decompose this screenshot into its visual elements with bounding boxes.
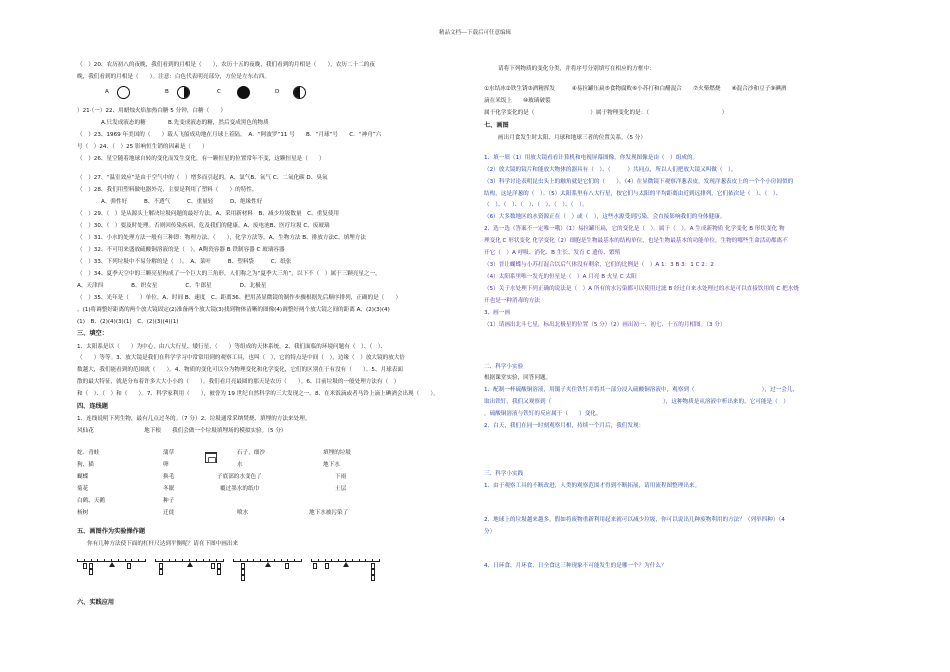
- classify-instructions: 请将下列物质的变化分类，并将序号分别填写在相应的方框中：: [498, 66, 655, 72]
- fulcrum-icon: [343, 562, 349, 567]
- drawing-subtitle: 3、画一画: [484, 309, 510, 316]
- choice-question-4: （4）太阳系里唯一发光的恒星是（ ）A 月亮 B 火星 C 太阳: [484, 273, 637, 280]
- moon-c-icon: [237, 86, 250, 99]
- matching-cell: 换毛: [163, 474, 175, 481]
- hook-weight-icon: [325, 563, 329, 569]
- moon-phase-options: [77, 86, 487, 104]
- question-32: （ ）32、不可用来盛放硫酸铜溶液的是（ ）。A陶瓷容器 B 铁制容器 C 玻璃容器: [77, 246, 285, 253]
- question-20: （ ）20、农历初八的夜晚，我们看到的月相是（ ），农历十五的夜晚，我们看到的月相是（ ），农历二十二的夜: [77, 62, 375, 68]
- hook-weight-icon: [211, 563, 215, 569]
- matching-cell: 冬眠: [163, 486, 175, 493]
- question-31: （ ）31、小水的处理方法一般有三种即：物理方法、（ ），化学方法等。A、生物方法 B、排放方法C、填埋方法: [77, 235, 366, 242]
- matching-cell: 石子，细沙: [237, 450, 265, 457]
- matching-cell: 杨树: [77, 510, 89, 517]
- choice-question-3: （3）晋让蝴蝶与小苏打混合以后气体没有剩余，它们的比例是（ ）A 1：3 B 3：1 C 2：2: [484, 262, 714, 269]
- practice-question-1: 1、由于观察工具的不断改进，人类的观察范围才得到不断拓展，请用流程图整理出来。: [484, 483, 701, 490]
- matching-cell: 蒲草: [163, 450, 175, 457]
- matching-cell: 覆过墨水的纸巾: [220, 486, 260, 493]
- section-draw-title: 七、画图: [484, 121, 509, 129]
- question-35-cont: 。(1)将调整好距离的两个放大镜固定(2)准备两个放大镜(3)找到物体清晰的图像(4)调整好两个放大镜之间的距离 A、(2)(3)(4): [77, 306, 390, 313]
- fill-question-3: （3）科学讨论表明昆虫头上的触角就是它们的（ ）。（4）在显微镜下观察洋葱表皮，发现洋葱表皮上的一个个小房间似的: [484, 178, 794, 185]
- question-30: （ ）30、（ ）要及时处理。否则回传染疾病，危及我们的健康。A、废电池B、医疗垃圾 C、废玻璃: [77, 223, 330, 230]
- fill-question-4: 结构，这是洋葱的（ ）。（5）太阳系里有八大行星，按它们与太阳的平均距离由近到远排列，它们依次是（ ）、（ ）、: [484, 190, 782, 197]
- hook-weight-icon: [313, 563, 317, 569]
- moon-d-icon: [293, 86, 306, 99]
- lever-diagram: [311, 561, 379, 589]
- choice-question-1-cont2: 开它（ ）A 呼吸、消化、B 生长、发育 C 遗传、繁殖: [484, 250, 621, 257]
- matching-cell: 土层: [335, 486, 347, 493]
- experiment-title: 二、科学小实验: [484, 363, 524, 370]
- fill-question-6: （6）大多数地区的水资源正在（ ）或（ ），这些水源受到污染，会直接影响我们的身体健康。: [484, 214, 726, 221]
- fill-line-2: （ ）等等。3、放大镜是我们在科学学习中常常用到的观察工具，也叫（ ），它的特点是中间（ ），边缘（ ）放大镜的放大倍: [77, 355, 405, 362]
- fill-line-1: 1、太阳系是以（ ）为中心，由八大行星、矮行星、（ ）等组成的天体系统。2、我们面临的环境问题有（ ）、（ ）、: [77, 343, 387, 350]
- matching-cell: 狗、猫: [77, 462, 94, 469]
- landfill-container-icon: [205, 452, 217, 463]
- matching-cell: 卵: [163, 462, 169, 469]
- moon-a-icon: [117, 86, 130, 99]
- lever-instructions: 你有几种方法使下面的杠杆尺达到平衡呢？请在下图中画出来: [87, 541, 239, 548]
- question-35: （ ）35、光年是（ ）单位。A、时间 B、速度 C、距离36、把用蒸显微镜的制作步骤根据先后顺序排列，正确的是（ ）: [77, 294, 402, 301]
- moon-b-icon: [177, 86, 190, 99]
- section-fill-blank-title: 三、填空：: [77, 330, 108, 338]
- choice-question-5-cont: 开也是一种消毒的方法: [484, 297, 540, 304]
- question-23: （ ）23、1969 年美国的（ ）载人飞船成功地在月球上着陆。 A．“阿波罗”11 号 B．“月球”号 C．“神舟”六: [77, 131, 382, 138]
- classify-answers: 属于化学变化的是（ ）属于物理变化的是：（ ）: [484, 109, 728, 116]
- question-35-cont2: (1) B、(2)(4)(3)(1) C、(2)(3)(4)(1): [77, 318, 179, 325]
- moon-label-d: D: [275, 88, 280, 95]
- fill-line-4: 散的最大特征，就是分布着许多大大小小的（ ）。我们看月亮最圆的那天是农历（ ）。6、目前垃圾的一般处理方法有（ ）: [77, 379, 400, 386]
- moon-label-a: A: [105, 88, 109, 95]
- matching-cell: 蛇．青蛙: [77, 450, 100, 457]
- lever-diagram: [77, 561, 145, 589]
- fill-line-5: 和（ ）、（ ）和（ ）。7、科学家利用（ ），被誉为 19 世纪自然科学的三大发现之一。8、在米饭滴或者马铃上滴上碘酒会出现（ ）。: [77, 391, 439, 398]
- fill-question-1: 1、填一填（1）用放大镜看看计算机和电视屏幕图像，你发现图像是由（ ）组成的。: [484, 154, 699, 161]
- hook-weight-icon: [285, 563, 289, 569]
- fill-question-5: （ ）、（ ）、（ ）、（ ）、（ ）、（ ）。: [484, 202, 588, 209]
- eclipse-drawing-prompt: 画出月食发生时太阳、月球和地球三者的位置关系。（5 分）: [498, 134, 646, 141]
- question-34-options: A、天津四 B、织女星 C、牛郎星 D、北极星: [77, 282, 267, 289]
- matching-cell: 子底部的水变色了: [217, 474, 262, 481]
- experiment-question-2: 2、白天，我们在同一时刻观察月相，持续一个月后，我们发现：: [484, 423, 645, 430]
- matching-instructions: 1、连线说明下列生物，最有几点过冬的。（7 分）2、垃圾通常采纳焚烧、填埋的方法来处理。: [77, 416, 311, 423]
- question-33: （ ）33、下列垃圾中不易分解的是（ ）。 A、菜叶 B、塑料袋 C、纸张: [77, 258, 292, 265]
- lever-diagram: [155, 561, 223, 589]
- choice-question-1: 2、选一选（答案不一定唯一哦）（1）易拉罐压扁，它的变化是（ ）。属于（ ）。A 生成新物质 化学变化 B 形状变化 物: [484, 226, 785, 233]
- matching-cell: 菊花: [77, 486, 89, 493]
- classify-items-cont: 滴在米饭上 ⑩玻璃破裂: [484, 97, 551, 104]
- hook-weight-icon: [217, 569, 221, 575]
- question-28-options: A、弹性好 B、不透气 C、重量轻 D、绝缘性好: [101, 199, 263, 206]
- matching-cell: 蝴蝶: [77, 474, 89, 481]
- matching-cell: 迁徙: [163, 510, 175, 517]
- moon-label-b: B: [165, 88, 169, 95]
- section-drawing-title: 五、画图作为实验操作题: [77, 528, 146, 536]
- matching-cell: 喷水: [237, 510, 249, 517]
- matching-cell: 种子: [163, 498, 175, 505]
- question-29: （ ）29、（ ）是从源头上解决垃圾问题的最好方法。A、采用新材料 B、减少垃圾数量 C、重复使用: [77, 211, 340, 218]
- practice-question-2: 2、地球上的垃圾越来越多，假如将废物重新利用起来就可以减少垃圾，你可以说出几种废物利用的方法？（列举四种）（4: [484, 516, 785, 523]
- matching-cell: 下雨: [335, 474, 347, 481]
- right-column: [484, 66, 894, 575]
- hook-weight-icon: [241, 575, 245, 581]
- experiment-question-1-cont: 取出铁钉，我们又观察到（ ），这种物质是从溶液中析出来的，它可能是（ ）: [484, 399, 789, 406]
- section-application-title: 六、实践应用: [77, 599, 115, 607]
- hook-weight-icon: [83, 563, 87, 569]
- hook-weight-icon: [159, 569, 163, 575]
- experiment-intro: 根据课堂实验，回答问题。: [484, 375, 552, 382]
- question-20-cont: 晚，我们看到的月相是（ ）。注意：白色代表明亮部分，方位是左东右西。: [77, 73, 270, 80]
- matching-cell: 地下水被污染了: [309, 510, 349, 517]
- matching-row-first: 风仙花 地下根 我们会做一个垃圾填埋场的模拟实验。（5 分）: [77, 428, 287, 435]
- fulcrum-icon: [265, 562, 271, 567]
- question-26: （ ）26、星空随着地球自转的变化而发生变化，有一颗恒星的位置常年不变，这颗恒星是（ ）: [77, 155, 325, 162]
- classify-items: ①水结冰②铁生锈③酒精挥发 ④易拉罐压扁⑤食物腐败⑥小苏打和白醋混合 ⑦火柴燃烧 ⑧混合沙和豆子⑨碘酒: [484, 85, 787, 92]
- fulcrum-icon: [187, 562, 193, 567]
- hook-weight-icon: [89, 569, 93, 575]
- question-34: （ ）34、夏季天空中的三颗亮星构成了一个巨大的三角形，人们称之为“夏季大三角”，以下不（ ）属于三颗亮星之一。: [77, 270, 381, 277]
- hook-weight-icon: [127, 563, 131, 569]
- matching-cell: 白鹤、天鹅: [77, 498, 105, 505]
- hook-weight-icon: [371, 575, 375, 581]
- experiment-question-1: 1、配制一杯硫酸铜溶液，用镊子夹住铁钉并将其一部分浸入硫酸铜溶液中，观察到（ ），过一会儿，: [484, 387, 799, 394]
- section-matching-title: 四、连线题: [77, 403, 108, 411]
- practice-question-4: 4、日环食、月环食、日全食这三种现象不可能发生的是哪一个？为什么？: [484, 562, 667, 569]
- moon-label-c: C: [217, 88, 221, 95]
- choice-question-5: （5）关于水处理下列正确的说法是（ ）A 所有的水污染都可以使用过滤 B 经过自来水处理过的水是可以直接饮用的 C 把水烧: [484, 285, 799, 292]
- question-27: （ ）27、“温室效应”是由于空气中的（ ）增多而引起的。A、氯气B、氧气 C、二氧化碳 D、臭氧: [77, 175, 328, 182]
- left-column: [77, 62, 487, 612]
- page-header: 精品文档---下载后可任意编辑: [439, 30, 511, 36]
- fulcrum-icon: [109, 562, 115, 567]
- question-21: ）21·（一）22、用蜡烛火焰加热白糖 5 分钟，白糖（ ）: [77, 107, 226, 114]
- question-28: （ ）28、我们用塑料做电器外壳，主要是利用了塑料（ ）的特性。: [77, 187, 258, 194]
- experiment-question-1-cont2: ，硫酸铜溶液与铁钉的反应属于（ ）变化。: [484, 411, 602, 418]
- matching-cell: 水: [237, 462, 243, 469]
- matching-cell: 填埋的垃圾: [323, 450, 351, 457]
- fill-line-3: 数越大，我们能看到的范围就（ ）。4、物质的变化可以分为物理变化和化学变化，它们的区别在于有没有（ ）。5、月球表面: [77, 367, 403, 374]
- practice-question-2-cont: 分）: [484, 528, 496, 535]
- drawing-question: （1）请画出北斗七星，标出北极星的位置（5 分）（2）画出初一、初七、十五的月相图。（3 分）: [484, 321, 726, 328]
- fill-question-2: （2）放大镜的镜片和能放大物体的器具有（ ）、（ ）共同点，所以人们把放大镜又叫做（ ）。: [484, 166, 737, 173]
- question-21-options: A.只发成液态的糖 B.先变成液态的糖，然后变成黑色的物质: [101, 119, 269, 126]
- lever-diagrams: [77, 553, 487, 589]
- choice-question-1-cont: 理变化 C 形状变化 化学变化（2）细胞是生物最基本的结构单位，也是生物最基本的功能单位，生物的哪些生命活动都离不: [484, 238, 788, 245]
- matching-cell: 地下水: [323, 462, 340, 469]
- matching-grid: [77, 440, 487, 534]
- question-23-cont: 号（ ）24、（ ）25 影响恒生销的因素是（ ）: [77, 143, 208, 150]
- lever-diagram: [233, 561, 301, 589]
- practice-title: 三、科学小实践: [484, 471, 524, 478]
